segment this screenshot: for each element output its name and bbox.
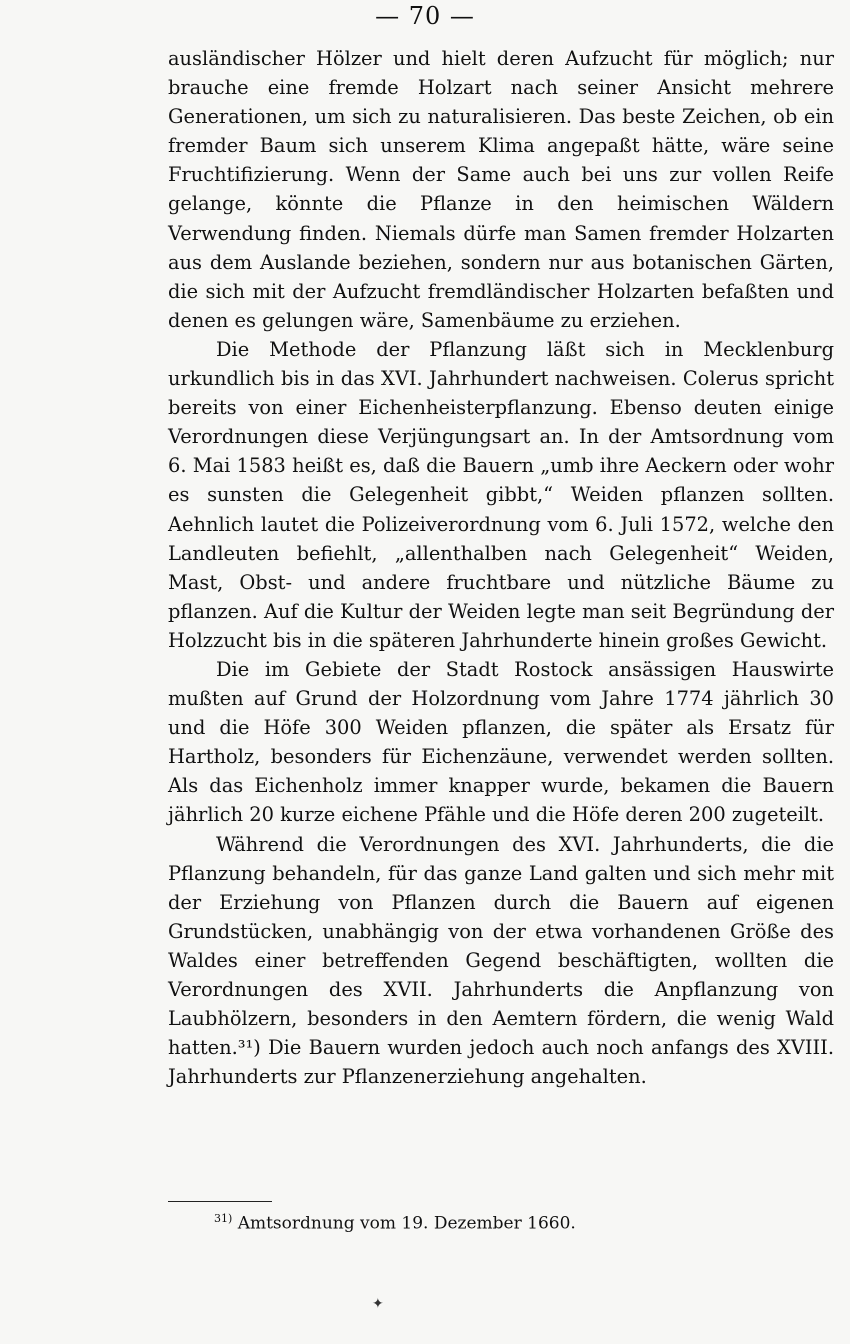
- body-text: [168, 44, 834, 1091]
- footnote-text: Amtsordnung vom 19. Dezember 1660.: [237, 1213, 576, 1234]
- footnote-marker: 31): [214, 1212, 233, 1225]
- printer-mark: ✦: [372, 1296, 384, 1312]
- paragraph-continuation: ausländischer Hölzer und hielt deren Aufzucht für möglich; nur brauche eine fremde Holzart nach seiner Ansicht mehrere Generationen, um sich zu naturalisieren. Das beste Zeichen, ob ein fremder Baum sich unserem Klima angepaßt hätte, wäre seine Fruchtifizierung. Wenn der Same auch bei uns zur vollen Reife gelange, könnte die Pflanze in den heimischen Wäldern Verwendung finden. Niemals dürfe man Samen fremder Holzarten aus dem Auslande beziehen, sondern nur aus botanischen Gärten, die sich mit der Aufzucht fremdländischer Holzarten befaßten und denen es gelungen wäre, Samenbäume zu erziehen.: [168, 47, 834, 332]
- footnote-divider: [168, 1201, 272, 1202]
- paragraph-rostock: Die im Gebiete der Stadt Rostock ansässigen Hauswirte mußten auf Grund der Holzordnung vom Jahre 1774 jährlich 30 und die Höfe 300 Weiden pflanzen, die später als Ersatz für Hartholz, besonders für Eichenzäune, verwendet werden sollten. Als das Eichenholz immer knapper wurde, bekamen die Bauern jährlich 20 kurze eichene Pfähle und die Höfe deren 200 zugeteilt.: [168, 657, 834, 827]
- paragraph-planting-method: Die Methode der Pflanzung läßt sich in Mecklenburg urkundlich bis in das XVI. Jahrhundert nachweisen. Colerus spricht bereits von einer Eichenheisterpflanzung. Ebenso deuten einige Verordnungen diese Verjüngungsart an. In der Amtsordnung vom 6. Mai 1583 heißt es, daß die Bauern „umb ihre Aeckern oder wohr es sunsten die Gelegenheit gibbt,“ Weiden pflanzen sollten. Aehnlich lautet die Polizeiverordnung vom 6. Juli 1572, welche den Landleuten befiehlt, „allenthalben nach Gelegenheit“ Weiden, Mast, Obst- und andere fruchtbare und nützliche Bäume zu pflanzen. Auf die Kultur der Weiden legte man seit Begründung der Holzzucht bis in die späteren Jahrhunderte hinein großes Gewicht.: [168, 337, 834, 652]
- paragraph-ordinances: Während die Verordnungen des XVI. Jahrhunderts, die die Pflanzung behandeln, für das ganze Land galten und sich mehr mit der Erziehung von Pflanzen durch die Bauern auf eigenen Grundstücken, unabhängig von der etwa vorhandenen Größe des Waldes einer betreffenden Gegend beschäftigten, wollten die Verordnungen des XVII. Jahrhunderts die Anpflanzung von Laubhölzern, besonders in den Aemtern fördern, die wenig Wald hatten.³¹) Die Bauern wurden jedoch auch noch anfangs des XVIII. Jahrhunderts zur Pflanzenerziehung angehalten.: [168, 832, 834, 1089]
- footnote: [214, 1207, 576, 1236]
- page-number: — 70 —: [375, 2, 475, 30]
